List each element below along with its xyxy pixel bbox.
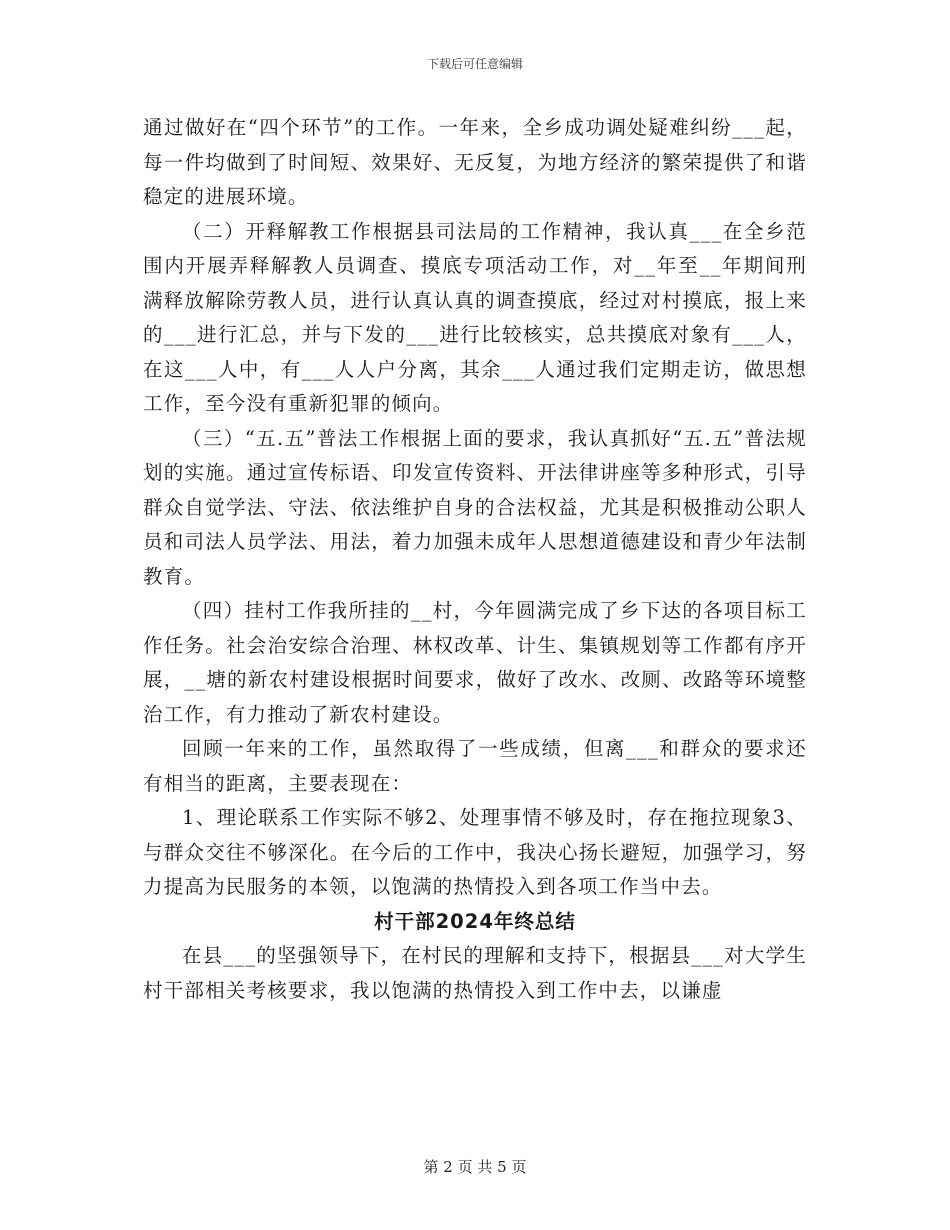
page-number: 第 2 页 共 5 页 [423,1158,527,1176]
paragraph: 在县___的坚强领导下，在村民的理解和支持下，根据县___对大学生村干部相关考核要求，我以饱满的热情投入到工作中去，以谦虚 [143,944,807,1002]
paragraph: 通过做好在“四个环节”的工作。一年来，全乡成功调处疑难纠纷___起，每一件均做到了时间短、效果好、无反复，为地方经济的繁荣提供了和谐稳定的进展环境。 [143,116,807,208]
paragraph: 1、理论联系工作实际不够2、处理事情不够及时，存在拖拉现象3、与群众交往不够深化。在今后的工作中，我决心扬长避短，加强学习，努力提高为民服务的本领，以饱满的热情投入到各项工作当中去。 [143,806,807,898]
paragraph: （二）开释解教工作根据县司法局的工作精神，我认真___在全乡范围内开展弄释解教人员调查、摸底专项活动工作，对__年至__年期间刑满释放解除劳教人员，进行认真认真的调查摸底，经过对村摸底，报上来的___进行汇总，并与下发的___进行比较核实，总共摸底对象有___人，在这___人中，有___人人户分离，其余___人通过我们定期走访，做思想工作，至今没有重新犯罪的倾向。 [143,219,807,415]
paragraph: （四）挂村工作我所挂的__村，今年圆满完成了乡下达的各项目标工作任务。社会治安综合治理、林权改革、计生、集镇规划等工作都有序开展，__塘的新农村建设根据时间要求，做好了改水、改厕、改路等环境整治工作，有力推动了新农村建设。 [143,599,807,726]
page-header: 下载后可任意编辑 [426,57,523,71]
section-title: 村干部2024年终总结 [374,909,576,933]
paragraph: （三）“五.五”普法工作根据上面的要求，我认真抓好“五.五”普法规划的实施。通过宣传标语、印发宣传资料、开法律讲座等多种形式，引导群众自觉学法、守法、依法维护自身的合法权益，尤其是积极推动公职人员和司法人员学法、用法，着力加强未成年人思想道德建设和青少年法制教育。 [143,426,807,588]
document-body [143,111,807,1008]
paragraph: 回顾一年来的工作，虽然取得了一些成绩，但离___和群众的要求还有相当的距离，主要表现在： [143,737,807,795]
